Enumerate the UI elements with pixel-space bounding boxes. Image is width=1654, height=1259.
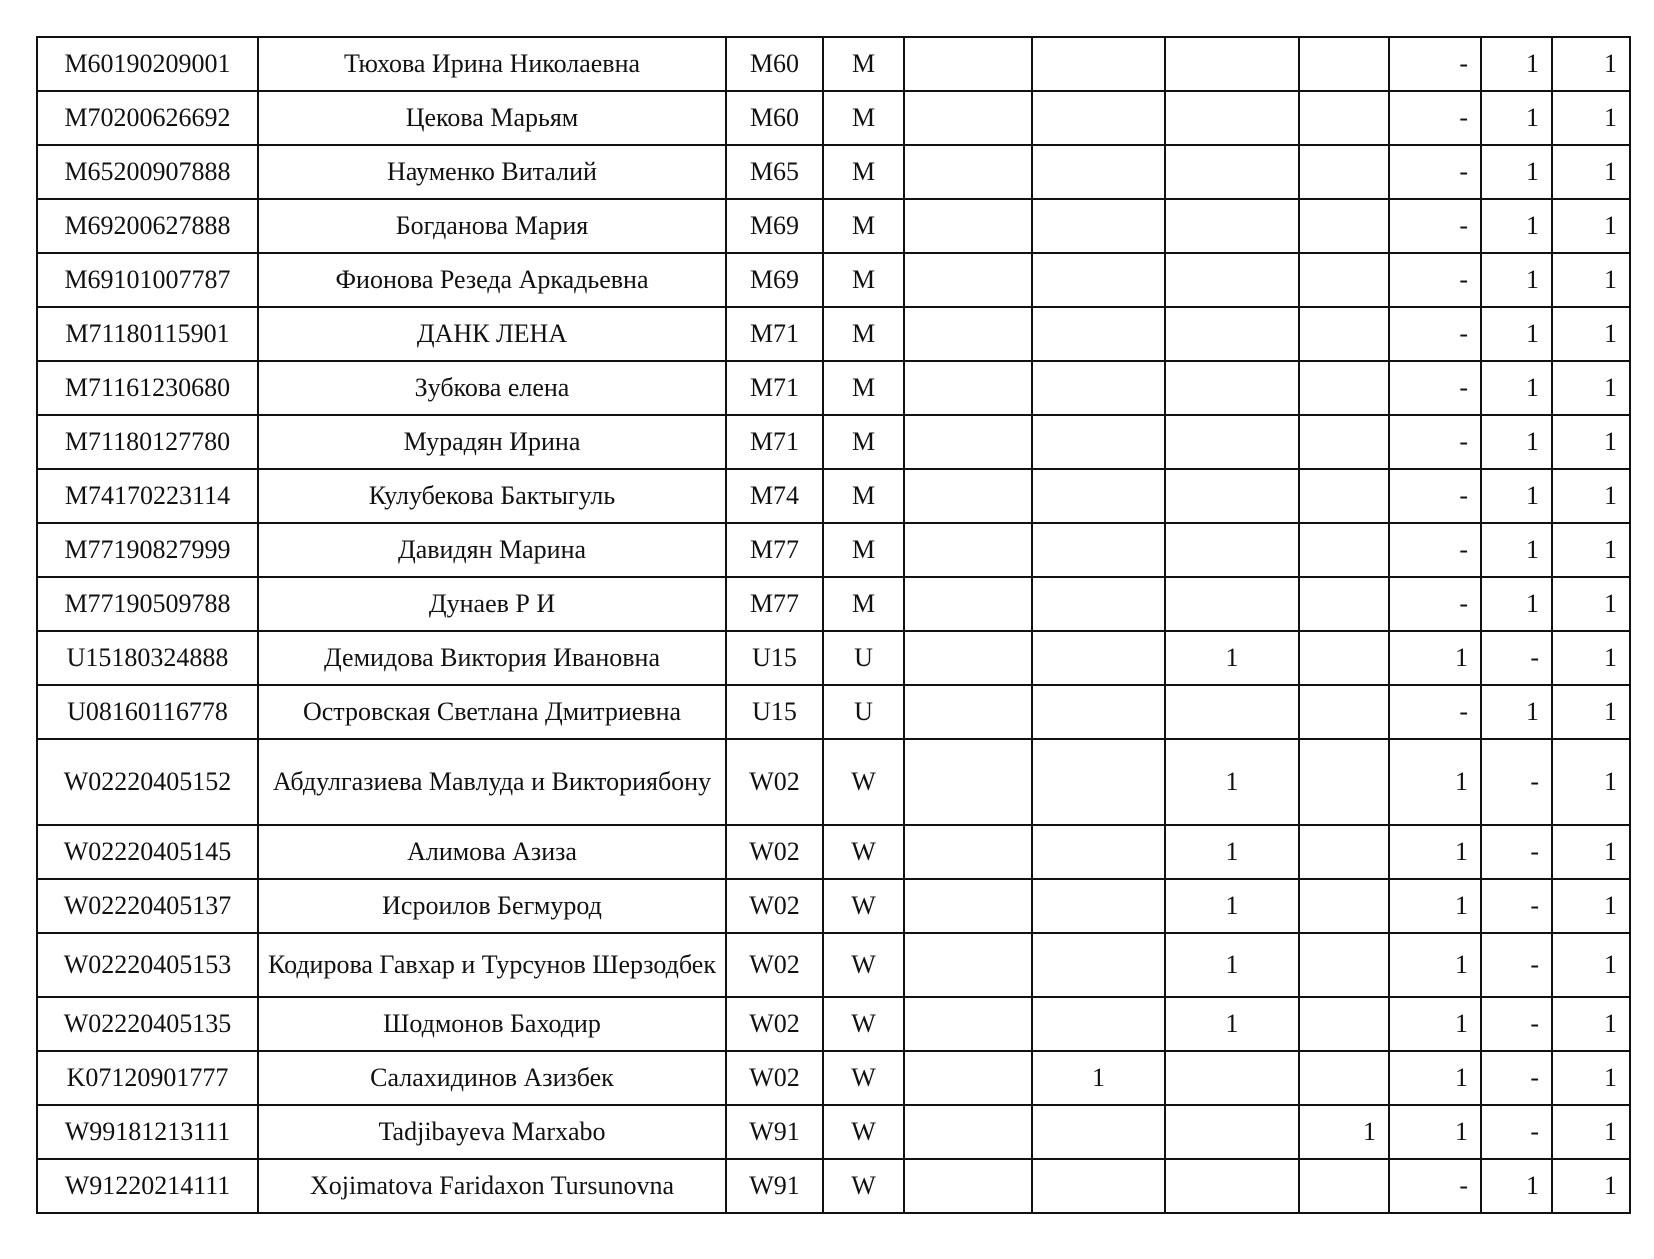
cell-col6 <box>1032 577 1165 631</box>
cell-col8 <box>1299 199 1389 253</box>
table-row <box>37 415 1630 469</box>
cell-id: M65200907888 <box>37 145 258 199</box>
cell-col7 <box>1165 577 1299 631</box>
cell-col8 <box>1299 469 1389 523</box>
cell-col8 <box>1299 933 1389 997</box>
cell-col10: 1 <box>1481 37 1552 91</box>
table-row <box>37 825 1630 879</box>
cell-col10: 1 <box>1481 145 1552 199</box>
cell-col9: 1 <box>1389 879 1481 933</box>
table-row <box>37 523 1630 577</box>
cell-col8 <box>1299 879 1389 933</box>
table-row <box>37 253 1630 307</box>
table-row <box>37 933 1630 997</box>
cell-col8 <box>1299 631 1389 685</box>
cell-name: Тюхова Ирина Николаевна <box>258 37 726 91</box>
cell-col6 <box>1032 307 1165 361</box>
cell-group: M <box>823 469 904 523</box>
cell-col5 <box>904 199 1032 253</box>
cell-col5 <box>904 307 1032 361</box>
cell-col6 <box>1032 933 1165 997</box>
cell-col10: - <box>1481 933 1552 997</box>
table-body <box>37 37 1630 1213</box>
cell-col10: 1 <box>1481 523 1552 577</box>
cell-col6 <box>1032 469 1165 523</box>
cell-col9: 1 <box>1389 1105 1481 1159</box>
cell-col5 <box>904 1105 1032 1159</box>
cell-code: W02 <box>726 825 823 879</box>
cell-col11: 1 <box>1552 37 1630 91</box>
cell-id: W99181213111 <box>37 1105 258 1159</box>
cell-group: M <box>823 361 904 415</box>
cell-id: W02220405153 <box>37 933 258 997</box>
cell-code: M71 <box>726 307 823 361</box>
cell-code: W02 <box>726 933 823 997</box>
cell-col8 <box>1299 685 1389 739</box>
cell-col6 <box>1032 199 1165 253</box>
cell-col6 <box>1032 145 1165 199</box>
table-row <box>37 469 1630 523</box>
cell-col10: - <box>1481 879 1552 933</box>
cell-col8 <box>1299 253 1389 307</box>
cell-name: Давидян Марина <box>258 523 726 577</box>
cell-id: M70200626692 <box>37 91 258 145</box>
cell-name: ДАНК ЛЕНА <box>258 307 726 361</box>
cell-group: W <box>823 1159 904 1213</box>
cell-col8 <box>1299 825 1389 879</box>
cell-col9: - <box>1389 523 1481 577</box>
cell-group: M <box>823 145 904 199</box>
cell-col8 <box>1299 1051 1389 1105</box>
cell-col8 <box>1299 577 1389 631</box>
cell-name: Островская Светлана Дмитриевна <box>258 685 726 739</box>
cell-col5 <box>904 415 1032 469</box>
cell-col7 <box>1165 523 1299 577</box>
cell-col11: 1 <box>1552 739 1630 825</box>
cell-col7 <box>1165 361 1299 415</box>
cell-col8 <box>1299 145 1389 199</box>
cell-code: U15 <box>726 631 823 685</box>
cell-col11: 1 <box>1552 685 1630 739</box>
cell-col6: 1 <box>1032 1051 1165 1105</box>
cell-name: Зубкова елена <box>258 361 726 415</box>
cell-id: W02220405145 <box>37 825 258 879</box>
cell-id: M77190827999 <box>37 523 258 577</box>
table-row <box>37 361 1630 415</box>
cell-col9: - <box>1389 361 1481 415</box>
cell-col10: - <box>1481 825 1552 879</box>
cell-col7 <box>1165 415 1299 469</box>
table-row <box>37 685 1630 739</box>
cell-col11: 1 <box>1552 933 1630 997</box>
cell-col8 <box>1299 37 1389 91</box>
cell-col9: - <box>1389 415 1481 469</box>
table-row <box>37 1159 1630 1213</box>
cell-col6 <box>1032 879 1165 933</box>
cell-col5 <box>904 631 1032 685</box>
cell-col9: - <box>1389 1159 1481 1213</box>
table-row <box>37 199 1630 253</box>
cell-col10: - <box>1481 1051 1552 1105</box>
cell-code: M60 <box>726 91 823 145</box>
cell-col9: - <box>1389 469 1481 523</box>
cell-col10: 1 <box>1481 307 1552 361</box>
cell-col5 <box>904 685 1032 739</box>
cell-code: M74 <box>726 469 823 523</box>
cell-col11: 1 <box>1552 825 1630 879</box>
cell-col7 <box>1165 145 1299 199</box>
cell-col6 <box>1032 1105 1165 1159</box>
cell-name: Богданова Мария <box>258 199 726 253</box>
table-row <box>37 1105 1630 1159</box>
cell-col11: 1 <box>1552 1105 1630 1159</box>
cell-name: Цекова Марьям <box>258 91 726 145</box>
cell-code: U15 <box>726 685 823 739</box>
cell-name: Фионова Резеда Аркадьевна <box>258 253 726 307</box>
cell-col10: - <box>1481 1105 1552 1159</box>
cell-col9: 1 <box>1389 825 1481 879</box>
cell-id: U08160116778 <box>37 685 258 739</box>
cell-id: W91220214111 <box>37 1159 258 1213</box>
cell-col8 <box>1299 415 1389 469</box>
cell-group: U <box>823 631 904 685</box>
cell-col9: - <box>1389 307 1481 361</box>
cell-col11: 1 <box>1552 145 1630 199</box>
cell-col5 <box>904 933 1032 997</box>
cell-col6 <box>1032 997 1165 1051</box>
cell-col9: - <box>1389 253 1481 307</box>
cell-col5 <box>904 1051 1032 1105</box>
cell-name: Салахидинов Азизбек <box>258 1051 726 1105</box>
cell-col10: 1 <box>1481 469 1552 523</box>
cell-col7 <box>1165 1159 1299 1213</box>
cell-name: Науменко Виталий <box>258 145 726 199</box>
results-table <box>36 36 1631 1214</box>
cell-code: W02 <box>726 1051 823 1105</box>
cell-col9: 1 <box>1389 1051 1481 1105</box>
cell-col10: - <box>1481 997 1552 1051</box>
cell-id: W02220405152 <box>37 739 258 825</box>
cell-col10: 1 <box>1481 199 1552 253</box>
cell-col7 <box>1165 199 1299 253</box>
cell-code: M71 <box>726 361 823 415</box>
cell-col11: 1 <box>1552 1159 1630 1213</box>
cell-col8 <box>1299 307 1389 361</box>
cell-col10: 1 <box>1481 91 1552 145</box>
cell-col9: 1 <box>1389 739 1481 825</box>
cell-col5 <box>904 523 1032 577</box>
cell-col11: 1 <box>1552 469 1630 523</box>
cell-name: Кодирова Гавхар и Турсунов Шерзодбек <box>258 933 726 997</box>
cell-col8 <box>1299 739 1389 825</box>
cell-col6 <box>1032 739 1165 825</box>
cell-id: K07120901777 <box>37 1051 258 1105</box>
table-row <box>37 1051 1630 1105</box>
cell-col9: - <box>1389 145 1481 199</box>
cell-code: M65 <box>726 145 823 199</box>
cell-col11: 1 <box>1552 91 1630 145</box>
cell-col6 <box>1032 685 1165 739</box>
cell-col7 <box>1165 469 1299 523</box>
table-row <box>37 739 1630 825</box>
cell-col6 <box>1032 415 1165 469</box>
cell-col10: 1 <box>1481 361 1552 415</box>
cell-col10: - <box>1481 739 1552 825</box>
cell-col7: 1 <box>1165 997 1299 1051</box>
cell-name: Шодмонов Баходир <box>258 997 726 1051</box>
cell-col7: 1 <box>1165 933 1299 997</box>
cell-col8 <box>1299 91 1389 145</box>
cell-code: M77 <box>726 523 823 577</box>
cell-code: W02 <box>726 997 823 1051</box>
cell-group: M <box>823 307 904 361</box>
table-row <box>37 997 1630 1051</box>
cell-id: M71180127780 <box>37 415 258 469</box>
cell-group: M <box>823 199 904 253</box>
cell-col6 <box>1032 631 1165 685</box>
cell-code: M71 <box>726 415 823 469</box>
cell-col9: - <box>1389 685 1481 739</box>
cell-code: W91 <box>726 1105 823 1159</box>
cell-group: M <box>823 253 904 307</box>
cell-col7: 1 <box>1165 631 1299 685</box>
cell-group: M <box>823 523 904 577</box>
cell-col5 <box>904 577 1032 631</box>
cell-name: Кулубекова Бактыгуль <box>258 469 726 523</box>
cell-col7 <box>1165 91 1299 145</box>
cell-col7 <box>1165 253 1299 307</box>
cell-id: M74170223114 <box>37 469 258 523</box>
cell-col9: 1 <box>1389 933 1481 997</box>
cell-col7: 1 <box>1165 825 1299 879</box>
cell-group: W <box>823 1105 904 1159</box>
cell-group: W <box>823 879 904 933</box>
cell-col5 <box>904 91 1032 145</box>
cell-name: Алимова Азиза <box>258 825 726 879</box>
cell-col11: 1 <box>1552 523 1630 577</box>
cell-col6 <box>1032 37 1165 91</box>
cell-col5 <box>904 253 1032 307</box>
cell-id: M69200627888 <box>37 199 258 253</box>
cell-id: U15180324888 <box>37 631 258 685</box>
cell-col11: 1 <box>1552 253 1630 307</box>
cell-col11: 1 <box>1552 879 1630 933</box>
cell-col7 <box>1165 37 1299 91</box>
cell-id: M71161230680 <box>37 361 258 415</box>
cell-code: M69 <box>726 199 823 253</box>
cell-group: U <box>823 685 904 739</box>
cell-col9: - <box>1389 199 1481 253</box>
cell-col6 <box>1032 91 1165 145</box>
cell-col5 <box>904 739 1032 825</box>
cell-col11: 1 <box>1552 577 1630 631</box>
cell-group: W <box>823 825 904 879</box>
cell-code: W91 <box>726 1159 823 1213</box>
cell-col5 <box>904 997 1032 1051</box>
cell-group: W <box>823 739 904 825</box>
cell-group: W <box>823 933 904 997</box>
cell-col7 <box>1165 1051 1299 1105</box>
cell-col8 <box>1299 1159 1389 1213</box>
cell-col10: 1 <box>1481 253 1552 307</box>
cell-col5 <box>904 879 1032 933</box>
table-row <box>37 577 1630 631</box>
cell-col9: - <box>1389 577 1481 631</box>
cell-group: M <box>823 37 904 91</box>
cell-col11: 1 <box>1552 307 1630 361</box>
cell-group: M <box>823 91 904 145</box>
cell-id: M77190509788 <box>37 577 258 631</box>
cell-col10: 1 <box>1481 415 1552 469</box>
cell-code: W02 <box>726 739 823 825</box>
cell-name: Абдулгазиева Мавлуда и Викториябону <box>258 739 726 825</box>
cell-group: M <box>823 577 904 631</box>
table-row <box>37 631 1630 685</box>
cell-col10: 1 <box>1481 1159 1552 1213</box>
table-row <box>37 879 1630 933</box>
cell-col5 <box>904 37 1032 91</box>
cell-id: W02220405137 <box>37 879 258 933</box>
cell-col7: 1 <box>1165 739 1299 825</box>
cell-col9: 1 <box>1389 997 1481 1051</box>
cell-col5 <box>904 145 1032 199</box>
cell-col10: 1 <box>1481 685 1552 739</box>
cell-group: W <box>823 997 904 1051</box>
cell-code: M60 <box>726 37 823 91</box>
cell-code: M77 <box>726 577 823 631</box>
cell-col9: - <box>1389 91 1481 145</box>
cell-id: M71180115901 <box>37 307 258 361</box>
cell-col7 <box>1165 1105 1299 1159</box>
cell-col11: 1 <box>1552 199 1630 253</box>
cell-id: M60190209001 <box>37 37 258 91</box>
cell-col11: 1 <box>1552 631 1630 685</box>
cell-col5 <box>904 469 1032 523</box>
cell-code: W02 <box>726 879 823 933</box>
cell-col8 <box>1299 997 1389 1051</box>
cell-col11: 1 <box>1552 415 1630 469</box>
cell-col8 <box>1299 361 1389 415</box>
cell-name: Дунаев Р И <box>258 577 726 631</box>
table-row <box>37 307 1630 361</box>
cell-col6 <box>1032 253 1165 307</box>
cell-name: Исроилов Бегмурод <box>258 879 726 933</box>
cell-col6 <box>1032 825 1165 879</box>
cell-col7: 1 <box>1165 879 1299 933</box>
cell-col6 <box>1032 361 1165 415</box>
table-row <box>37 91 1630 145</box>
cell-col11: 1 <box>1552 361 1630 415</box>
cell-col5 <box>904 361 1032 415</box>
cell-col5 <box>904 1159 1032 1213</box>
cell-col5 <box>904 825 1032 879</box>
cell-group: M <box>823 415 904 469</box>
cell-col9: 1 <box>1389 631 1481 685</box>
cell-col6 <box>1032 1159 1165 1213</box>
table-row <box>37 37 1630 91</box>
cell-name: Мурадян Ирина <box>258 415 726 469</box>
cell-col7 <box>1165 307 1299 361</box>
cell-col7 <box>1165 685 1299 739</box>
cell-id: M69101007787 <box>37 253 258 307</box>
cell-col11: 1 <box>1552 997 1630 1051</box>
cell-col10: 1 <box>1481 577 1552 631</box>
cell-id: W02220405135 <box>37 997 258 1051</box>
cell-name: Демидова Виктория Ивановна <box>258 631 726 685</box>
cell-name: Tadjibayeva Marxabo <box>258 1105 726 1159</box>
cell-col6 <box>1032 523 1165 577</box>
cell-col9: - <box>1389 37 1481 91</box>
cell-col11: 1 <box>1552 1051 1630 1105</box>
cell-col10: - <box>1481 631 1552 685</box>
cell-col8: 1 <box>1299 1105 1389 1159</box>
cell-col8 <box>1299 523 1389 577</box>
table-row <box>37 145 1630 199</box>
cell-name: Xojimatova Faridaxon Tursunovna <box>258 1159 726 1213</box>
cell-code: M69 <box>726 253 823 307</box>
cell-group: W <box>823 1051 904 1105</box>
